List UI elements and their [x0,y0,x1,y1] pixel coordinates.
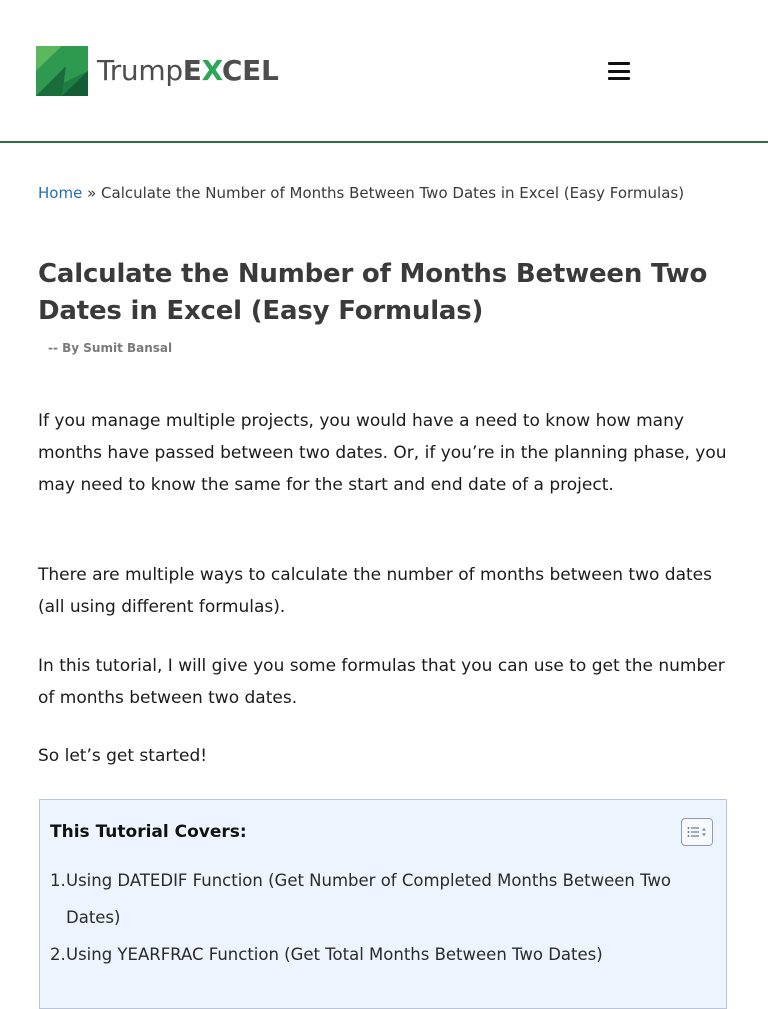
site-header [0,0,768,143]
article-paragraph-4: So let’s get started! [38,746,208,766]
site-logo[interactable] [36,46,279,96]
trumpexcel-logo-icon [36,46,88,96]
breadcrumb-current: Calculate the Number of Months Between Two Dates in Excel (Easy Formulas) [101,184,685,202]
breadcrumb [38,180,728,206]
toc-item-label[interactable]: Using YEARFRAC Function (Get Total Months Between Two Dates) [66,945,603,964]
toc-item[interactable] [50,862,710,936]
breadcrumb-home-link[interactable]: Home [38,184,83,202]
toc-item-label[interactable]: Using DATEDIF Function (Get Number of Completed Months Between Two Dates) [66,871,672,927]
toc-item-number: 1. [50,871,66,890]
toc-item[interactable] [50,936,710,973]
hamburger-menu-icon[interactable] [608,60,634,82]
table-of-contents [39,799,727,1009]
article-paragraph-2: There are multiple ways to calculate the number of months between two dates (all using different formulas). [38,565,712,617]
page-title: Calculate the Number of Months Between Two Dates in Excel (Easy Formulas) [38,259,708,326]
author-byline: -- By Sumit Bansal [48,341,173,355]
site-name: TrumpEXCEL [97,54,279,87]
breadcrumb-separator: » [87,184,97,202]
article-paragraph-1: If you manage multiple projects, you would have a need to know how many months have passed between two dates. Or, if you’re in the planning phase, you may need to know the same for the start and end date of a project. [38,411,727,495]
article-paragraph-3: In this tutorial, I will give you some formulas that you can use to get the number of months between two dates. [38,656,725,708]
list-toggle-icon[interactable] [681,818,713,846]
toc-item-number: 2. [50,945,66,964]
toc-list [50,862,710,973]
toc-title: This Tutorial Covers: [50,822,247,842]
